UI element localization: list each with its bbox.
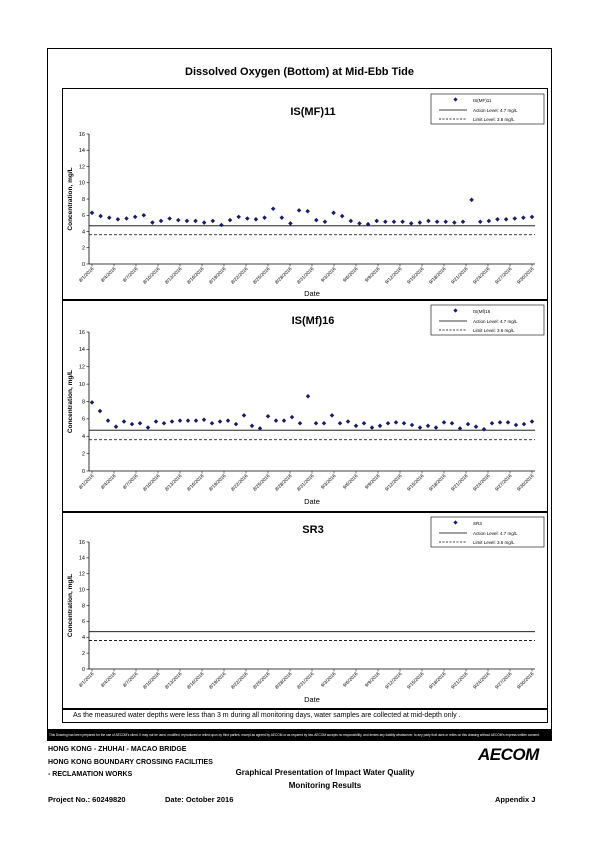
data-point xyxy=(290,415,295,420)
y-tick-label: 8 xyxy=(81,196,85,203)
legend xyxy=(431,305,544,335)
legend-label-series: IS(Mf)16 xyxy=(473,309,491,314)
x-tick-label: 9/30/2016 xyxy=(516,473,536,493)
footer-project-name-line2: HONG KONG BOUNDARY CROSSING FACILITIES xyxy=(48,759,213,766)
data-point xyxy=(185,219,190,224)
data-point xyxy=(331,211,336,216)
x-tick-label: 8/22/2016 xyxy=(230,671,250,691)
legend-label-limit: Limit Level: 3.6 mg/L xyxy=(473,328,515,333)
data-point xyxy=(154,419,159,424)
data-point xyxy=(357,221,362,226)
x-tick-label: 8/19/2016 xyxy=(208,671,228,691)
main-title: Dissolved Oxygen (Bottom) at Mid-Ebb Tide xyxy=(185,66,414,78)
data-point xyxy=(482,427,487,432)
data-point xyxy=(170,419,175,424)
data-point xyxy=(124,216,129,221)
x-tick-label: 8/1/2016 xyxy=(78,473,96,491)
chart-is-mf-11 xyxy=(63,89,549,301)
x-tick-label: 9/21/2016 xyxy=(450,473,470,493)
x-tick-label: 9/27/2016 xyxy=(494,473,514,493)
data-point xyxy=(236,215,241,220)
data-point xyxy=(116,217,121,222)
x-tick-label: 8/28/2016 xyxy=(274,671,294,691)
x-tick-label: 8/7/2016 xyxy=(122,473,140,491)
y-tick-label: 14 xyxy=(78,555,85,562)
data-point xyxy=(219,223,224,228)
x-tick-label: 9/18/2016 xyxy=(428,473,448,493)
y-tick-label: 8 xyxy=(81,399,85,406)
disclaimer-bar: This Drawing has been prepared for the use of AECOM's client. It may not be used, modified, reproduced or relied upon by third parties, except as agreed by AECOM or as required by law. AECOM accepts no responsibility, and denies any liability whatsoever, to any party that uses or relies on this drawing without AECOM's express written consent. xyxy=(47,729,552,741)
x-tick-label: 9/30/2016 xyxy=(516,671,536,691)
x-tick-label: 9/24/2016 xyxy=(472,266,492,286)
data-point xyxy=(202,417,207,422)
x-tick-label: 9/9/2016 xyxy=(364,473,382,491)
y-tick-label: 16 xyxy=(78,131,85,138)
data-point xyxy=(210,421,215,426)
data-point xyxy=(288,221,293,226)
data-point xyxy=(142,213,147,218)
x-tick-label: 9/21/2016 xyxy=(450,671,470,691)
chart-panel-sr3 xyxy=(62,512,548,709)
footer-appendix: Appendix J xyxy=(495,795,536,804)
x-tick-label: 8/13/2016 xyxy=(164,266,184,286)
x-tick-label: 9/15/2016 xyxy=(406,671,426,691)
x-tick-label: 9/6/2016 xyxy=(342,266,360,284)
legend xyxy=(431,94,544,124)
data-point xyxy=(274,418,279,423)
x-tick-label: 8/7/2016 xyxy=(122,266,140,284)
data-point xyxy=(450,421,455,426)
y-tick-label: 6 xyxy=(81,619,85,626)
x-tick-label: 8/16/2016 xyxy=(186,473,206,493)
footer-project-name-line3: - RECLAMATION WORKS xyxy=(48,771,133,778)
x-tick-label: 8/25/2016 xyxy=(252,671,272,691)
x-tick-label: 9/12/2016 xyxy=(384,671,404,691)
y-axis-label: Concentration, mg/L xyxy=(67,167,74,231)
x-tick-label: 8/19/2016 xyxy=(208,473,228,493)
data-point xyxy=(114,424,119,429)
data-point xyxy=(354,424,359,429)
data-point xyxy=(159,219,164,224)
data-point xyxy=(530,419,535,424)
data-point xyxy=(442,420,447,425)
data-point xyxy=(280,215,285,220)
y-tick-label: 2 xyxy=(81,451,85,458)
x-tick-label: 9/15/2016 xyxy=(406,473,426,493)
x-tick-label: 9/15/2016 xyxy=(406,266,426,286)
y-axis-label: Concentration, mg/L xyxy=(67,369,74,434)
data-point xyxy=(314,421,319,426)
y-tick-label: 0 xyxy=(81,666,85,673)
footer-drawing-title-line1: Graphical Presentation of Impact Water Quality xyxy=(235,768,415,777)
x-tick-label: 8/31/2016 xyxy=(296,671,316,691)
footer-date: Date: October 2016 xyxy=(165,795,234,804)
depth-note: As the measured water depths were less than 3 m during all monitoring days, water samples are collected at mid-depth only . xyxy=(62,709,548,723)
x-tick-label: 8/19/2016 xyxy=(208,266,228,286)
data-point xyxy=(522,422,527,427)
legend-label-action: Action Level: 4.7 mg/L xyxy=(473,108,518,113)
data-point xyxy=(306,394,311,399)
data-point xyxy=(106,418,111,423)
data-point xyxy=(495,217,500,222)
chart-sr3 xyxy=(63,513,549,710)
x-axis-label: Date xyxy=(304,497,320,506)
y-tick-label: 14 xyxy=(78,347,85,354)
x-tick-label: 8/1/2016 xyxy=(78,671,96,689)
data-point xyxy=(461,219,466,224)
data-point xyxy=(374,219,379,224)
legend-label-action: Action Level: 4.7 mg/L xyxy=(473,531,518,536)
chart-panel-is-mf-11 xyxy=(62,88,548,300)
y-tick-label: 0 xyxy=(81,261,85,268)
x-tick-label: 9/9/2016 xyxy=(364,671,382,689)
x-tick-label: 8/10/2016 xyxy=(142,671,162,691)
aecom-logo: AECOM xyxy=(478,745,539,764)
x-axis-label: Date xyxy=(304,695,320,704)
y-tick-label: 4 xyxy=(81,635,85,642)
data-point xyxy=(498,420,503,425)
x-tick-label: 8/22/2016 xyxy=(230,473,250,493)
data-point xyxy=(426,424,431,429)
x-tick-label: 9/9/2016 xyxy=(364,266,382,284)
x-tick-label: 8/13/2016 xyxy=(164,473,184,493)
data-point xyxy=(250,424,255,429)
x-tick-label: 9/3/2016 xyxy=(320,266,338,284)
legend-label-limit: Limit Level: 3.6 mg/L xyxy=(473,117,515,122)
x-tick-label: 9/27/2016 xyxy=(494,671,514,691)
footer-drawing-title-line2: Monitoring Results xyxy=(288,781,362,790)
data-point xyxy=(107,215,112,220)
data-point xyxy=(443,219,448,224)
chart-title: SR3 xyxy=(302,524,324,536)
data-point xyxy=(122,419,127,424)
x-tick-label: 8/10/2016 xyxy=(142,473,162,493)
x-tick-label: 8/28/2016 xyxy=(274,473,294,493)
data-point xyxy=(400,219,405,224)
y-tick-label: 16 xyxy=(78,329,85,336)
chart-title: IS(MF)11 xyxy=(290,106,336,118)
data-point xyxy=(378,424,383,429)
x-tick-label: 9/24/2016 xyxy=(472,671,492,691)
data-point xyxy=(266,414,271,419)
legend-label-series: SR3 xyxy=(473,521,482,526)
data-point xyxy=(262,215,267,220)
x-tick-label: 8/4/2016 xyxy=(100,266,118,284)
data-point xyxy=(242,413,247,418)
y-tick-label: 6 xyxy=(81,213,85,220)
y-tick-label: 4 xyxy=(81,434,85,441)
x-tick-label: 9/24/2016 xyxy=(472,473,492,493)
data-point xyxy=(504,217,509,222)
data-point xyxy=(193,219,198,224)
x-tick-label: 9/3/2016 xyxy=(320,473,338,491)
x-tick-label: 8/16/2016 xyxy=(186,671,206,691)
data-point xyxy=(228,218,233,223)
x-tick-label: 9/3/2016 xyxy=(320,671,338,689)
data-point xyxy=(90,211,95,216)
data-point xyxy=(178,418,183,423)
data-point xyxy=(409,221,414,226)
y-tick-label: 16 xyxy=(78,539,85,546)
data-point xyxy=(370,425,375,430)
x-tick-label: 9/6/2016 xyxy=(342,473,360,491)
x-tick-label: 8/7/2016 xyxy=(122,671,140,689)
x-tick-label: 8/10/2016 xyxy=(142,266,162,286)
data-point xyxy=(452,220,457,225)
data-point xyxy=(98,409,103,414)
y-tick-label: 8 xyxy=(81,603,85,610)
legend xyxy=(431,517,544,547)
data-point xyxy=(297,208,302,213)
y-tick-label: 2 xyxy=(81,245,85,252)
data-point xyxy=(490,421,495,426)
data-point xyxy=(314,218,319,223)
x-tick-label: 9/21/2016 xyxy=(450,266,470,286)
x-tick-label: 8/25/2016 xyxy=(252,473,272,493)
data-point xyxy=(323,219,328,224)
legend-label-limit: Limit Level: 3.6 mg/L xyxy=(473,540,515,545)
data-point xyxy=(202,220,207,225)
y-tick-label: 10 xyxy=(78,587,85,594)
data-point xyxy=(176,218,181,223)
y-axis-label: Concentration, mg/L xyxy=(67,573,74,638)
data-point xyxy=(218,419,223,424)
x-tick-label: 8/13/2016 xyxy=(164,671,184,691)
data-point xyxy=(211,219,216,224)
data-point xyxy=(418,220,423,225)
data-point xyxy=(162,421,167,426)
x-axis-label: Date xyxy=(304,289,320,298)
y-tick-label: 14 xyxy=(78,148,85,155)
x-tick-label: 9/27/2016 xyxy=(494,266,514,286)
x-tick-label: 8/22/2016 xyxy=(230,266,250,286)
legend-label-series: IS(MF)11 xyxy=(473,98,492,103)
x-tick-label: 8/28/2016 xyxy=(274,266,294,286)
data-point xyxy=(386,421,391,426)
chart-panel-is-mf-16 xyxy=(62,300,548,512)
x-tick-label: 8/31/2016 xyxy=(296,266,316,286)
y-tick-label: 6 xyxy=(81,416,85,423)
data-point xyxy=(514,423,519,428)
data-point xyxy=(282,418,287,423)
data-point xyxy=(346,419,351,424)
data-point xyxy=(410,423,415,428)
x-tick-label: 9/12/2016 xyxy=(384,266,404,286)
data-point xyxy=(349,219,354,224)
data-point xyxy=(392,219,397,224)
x-tick-label: 9/12/2016 xyxy=(384,473,404,493)
x-tick-label: 8/4/2016 xyxy=(100,473,118,491)
x-tick-label: 9/6/2016 xyxy=(342,671,360,689)
data-point xyxy=(426,219,431,224)
footer-project-number: Project No.: 60249820 xyxy=(48,795,126,804)
data-point xyxy=(418,425,423,430)
data-point xyxy=(478,219,483,224)
chart-is-mf-16 xyxy=(63,301,549,513)
data-point xyxy=(521,215,526,220)
data-point xyxy=(338,421,343,426)
data-point xyxy=(133,215,138,220)
x-tick-label: 9/18/2016 xyxy=(428,671,448,691)
x-tick-label: 8/16/2016 xyxy=(186,266,206,286)
data-point xyxy=(530,215,535,220)
y-tick-label: 4 xyxy=(81,229,85,236)
data-point xyxy=(186,418,191,423)
data-point xyxy=(435,219,440,224)
footer-project-name-line1: HONG KONG - ZHUHAI - MACAO BRIDGE xyxy=(48,746,187,753)
data-point xyxy=(90,400,95,405)
data-point xyxy=(146,425,151,430)
data-point xyxy=(271,206,276,211)
data-point xyxy=(234,422,239,427)
data-point xyxy=(138,421,143,426)
data-point xyxy=(506,420,511,425)
data-point xyxy=(402,421,407,426)
y-tick-label: 0 xyxy=(81,468,85,475)
data-point xyxy=(340,214,345,219)
data-point xyxy=(98,214,103,219)
data-point xyxy=(394,420,399,425)
x-tick-label: 9/30/2016 xyxy=(516,266,536,286)
data-point xyxy=(466,422,471,427)
data-point xyxy=(254,217,259,222)
data-point xyxy=(305,209,310,214)
x-tick-label: 8/25/2016 xyxy=(252,266,272,286)
data-point xyxy=(245,216,250,221)
data-point xyxy=(150,220,155,225)
legend-label-action: Action Level: 4.7 mg/L xyxy=(473,319,518,324)
data-point xyxy=(322,421,327,426)
y-tick-label: 12 xyxy=(78,571,85,578)
data-point xyxy=(167,216,172,221)
data-point xyxy=(226,418,231,423)
y-tick-label: 10 xyxy=(78,180,85,187)
x-tick-label: 8/31/2016 xyxy=(296,473,316,493)
data-point xyxy=(362,421,367,426)
x-tick-label: 8/1/2016 xyxy=(78,266,96,284)
x-tick-label: 9/18/2016 xyxy=(428,266,448,286)
y-tick-label: 2 xyxy=(81,650,85,657)
chart-title: IS(Mf)16 xyxy=(291,315,335,327)
y-tick-label: 10 xyxy=(78,381,85,388)
x-tick-label: 8/4/2016 xyxy=(100,671,118,689)
data-point xyxy=(298,421,303,426)
data-point xyxy=(330,413,335,418)
data-point xyxy=(383,219,388,224)
data-point xyxy=(194,418,199,423)
data-point xyxy=(487,219,492,224)
y-tick-label: 12 xyxy=(78,364,85,371)
data-point xyxy=(512,216,517,221)
data-point xyxy=(469,198,474,203)
data-point xyxy=(474,424,479,429)
y-tick-label: 12 xyxy=(78,164,85,171)
data-point xyxy=(130,422,135,427)
data-point xyxy=(434,425,439,430)
